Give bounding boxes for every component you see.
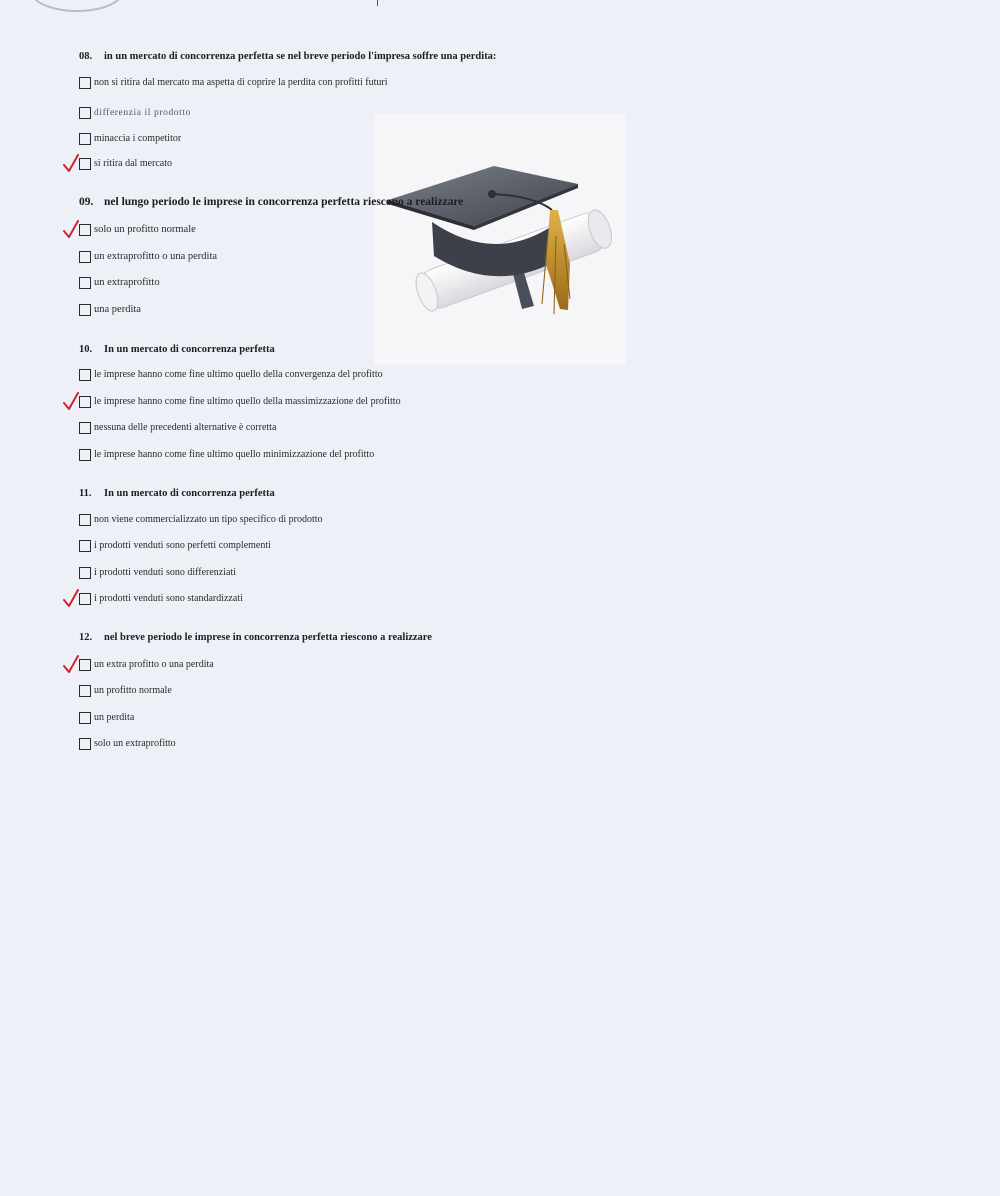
answer-checkbox[interactable] bbox=[79, 369, 91, 381]
logo-fragment bbox=[30, 0, 124, 12]
answer-checkbox[interactable] bbox=[79, 77, 91, 89]
answer-label: minaccia i competitor bbox=[94, 133, 182, 144]
question-12 bbox=[79, 632, 432, 749]
answer-option bbox=[79, 683, 172, 698]
answer-checkbox[interactable] bbox=[79, 224, 91, 236]
answer-checkbox[interactable] bbox=[79, 251, 91, 263]
question-title bbox=[79, 344, 275, 355]
answer-option bbox=[79, 565, 236, 580]
answer-option bbox=[79, 710, 134, 725]
answer-label: nessuna delle precedenti alternative è corretta bbox=[94, 422, 277, 433]
answer-option bbox=[79, 538, 271, 553]
answer-label: un profitto normale bbox=[94, 685, 172, 696]
answer-label: un extra profitto o una perdita bbox=[94, 659, 214, 670]
answer-option bbox=[79, 302, 141, 317]
answer-option bbox=[79, 591, 243, 606]
question-08 bbox=[79, 51, 497, 169]
question-text: in un mercato di concorrenza perfetta se nel breve periodo l'impresa soffre una perdita: bbox=[104, 51, 497, 62]
answer-checkbox[interactable] bbox=[79, 514, 91, 526]
question-number: 11. bbox=[79, 488, 92, 499]
answer-label: le imprese hanno come fine ultimo quello della massimizzazione del profitto bbox=[94, 396, 401, 407]
answer-label: i prodotti venduti sono differenziati bbox=[94, 567, 237, 578]
answer-option bbox=[79, 156, 172, 171]
question-text: nel lungo periodo le imprese in concorrenza perfetta riescono a realizzare bbox=[104, 196, 464, 208]
answer-label: solo un profitto normale bbox=[94, 224, 196, 235]
answer-label: i prodotti venduti sono perfetti complementi bbox=[94, 540, 271, 551]
answer-checkbox[interactable] bbox=[79, 277, 91, 289]
answer-option bbox=[79, 75, 388, 90]
answer-checkbox[interactable] bbox=[79, 712, 91, 724]
question-09 bbox=[79, 196, 464, 315]
checkmark-icon bbox=[63, 153, 79, 173]
answer-checkbox[interactable] bbox=[79, 133, 91, 145]
answer-label: una perdita bbox=[94, 304, 141, 315]
answer-checkbox[interactable] bbox=[79, 659, 91, 671]
answer-checkbox[interactable] bbox=[79, 158, 91, 170]
question-10 bbox=[79, 344, 401, 460]
answer-label: i prodotti venduti sono standardizzati bbox=[94, 593, 243, 604]
question-number: 10. bbox=[79, 344, 93, 355]
question-title bbox=[79, 488, 275, 499]
answer-label: le imprese hanno come fine ultimo quello della convergenza del profitto bbox=[94, 369, 383, 380]
question-number: 08. bbox=[79, 51, 93, 62]
question-11 bbox=[79, 488, 323, 604]
answer-option bbox=[79, 394, 401, 409]
answer-option bbox=[79, 222, 196, 237]
answer-label: solo un extraprofitto bbox=[94, 738, 176, 749]
answer-checkbox[interactable] bbox=[79, 685, 91, 697]
answer-label: un extraprofitto o una perdita bbox=[94, 251, 218, 262]
answer-label: si ritira dal mercato bbox=[94, 158, 173, 169]
answer-checkbox[interactable] bbox=[79, 567, 91, 579]
answer-option bbox=[79, 736, 176, 751]
answer-option bbox=[79, 512, 323, 527]
answer-option bbox=[79, 657, 214, 672]
answer-option bbox=[79, 131, 181, 146]
answer-label: differenzia il prodotto bbox=[94, 107, 191, 118]
question-text: In un mercato di concorrenza perfetta bbox=[104, 488, 275, 499]
checkmark-icon bbox=[63, 588, 79, 608]
answer-label: non si ritira dal mercato ma aspetta di coprire la perdita con profitti futuri bbox=[94, 77, 388, 88]
answer-label: le imprese hanno come fine ultimo quello minimizzazione del profitto bbox=[94, 449, 375, 460]
answer-label: non viene commercializzato un tipo specifico di prodotto bbox=[94, 514, 323, 525]
answer-checkbox[interactable] bbox=[79, 540, 91, 552]
question-title bbox=[79, 51, 496, 62]
answer-label: un perdita bbox=[94, 712, 135, 723]
question-title bbox=[79, 196, 463, 208]
answer-checkbox[interactable] bbox=[79, 449, 91, 461]
answer-checkbox[interactable] bbox=[79, 593, 91, 605]
question-text: nel breve periodo le imprese in concorrenza perfetta riescono a realizzare bbox=[104, 632, 432, 643]
question-number: 09. bbox=[79, 196, 94, 208]
answer-checkbox[interactable] bbox=[79, 107, 91, 119]
graduation-cap-watermark-icon bbox=[374, 114, 626, 365]
header-divider-tick bbox=[377, 0, 378, 6]
checkmark-icon bbox=[63, 391, 79, 411]
answer-label: un extraprofitto bbox=[94, 277, 160, 288]
answer-option bbox=[79, 367, 383, 382]
answer-checkbox[interactable] bbox=[79, 422, 91, 434]
checkmark-icon bbox=[63, 219, 79, 239]
answer-option bbox=[79, 275, 160, 290]
answer-option bbox=[79, 447, 374, 462]
answer-checkbox[interactable] bbox=[79, 396, 91, 408]
answer-option bbox=[79, 420, 276, 435]
checkmark-icon bbox=[63, 654, 79, 674]
answer-option bbox=[79, 105, 191, 120]
question-title bbox=[79, 632, 432, 643]
question-number: 12. bbox=[79, 632, 93, 643]
answer-checkbox[interactable] bbox=[79, 304, 91, 316]
answer-option bbox=[79, 249, 217, 264]
question-text: In un mercato di concorrenza perfetta bbox=[104, 344, 275, 355]
answer-checkbox[interactable] bbox=[79, 738, 91, 750]
